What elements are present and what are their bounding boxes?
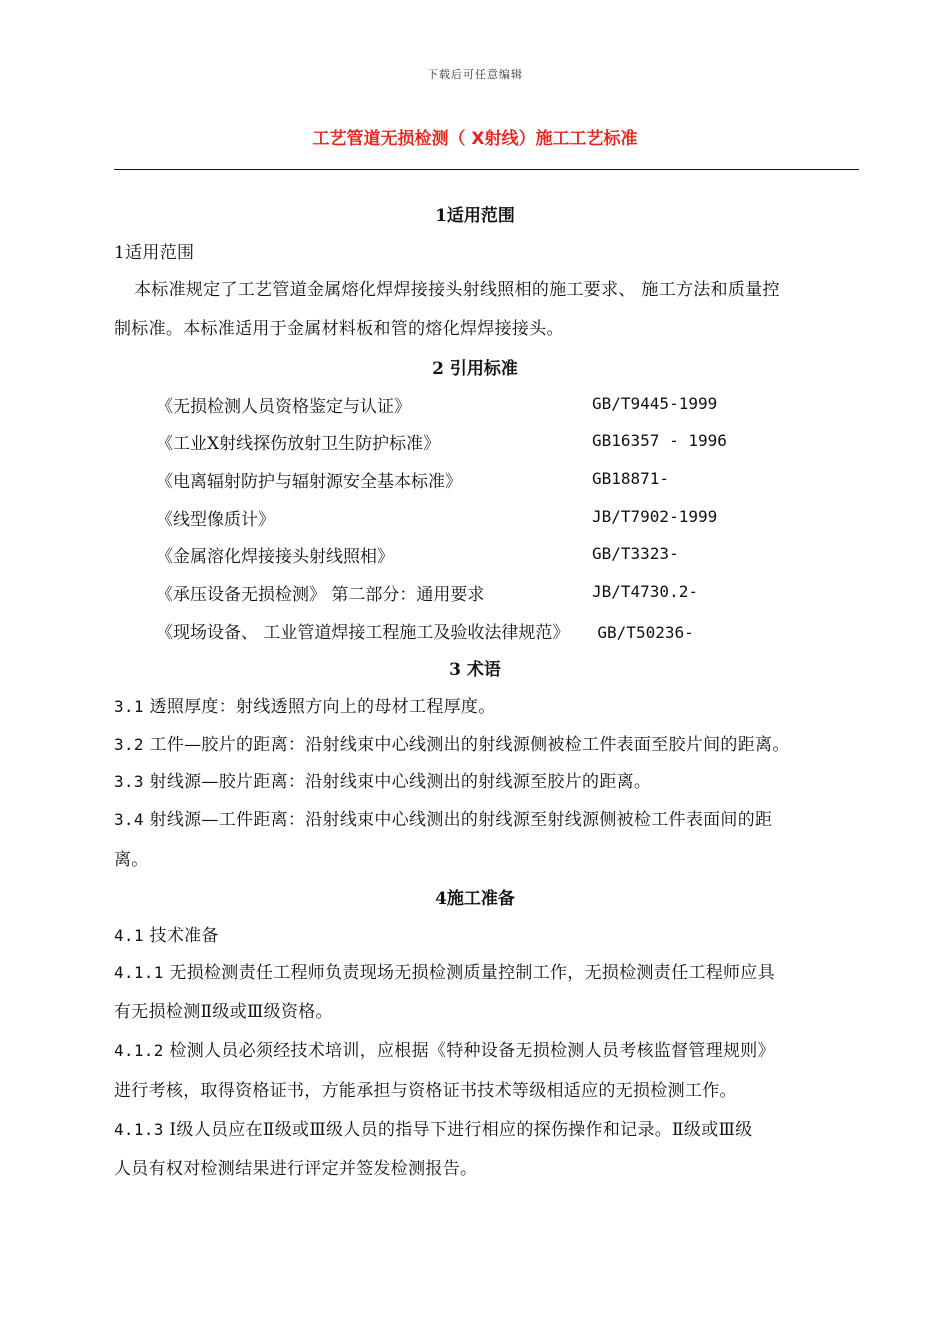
reference-code: GB/T50236-	[597, 623, 694, 642]
term-text: 工件—胶片的距离：沿射线束中心线测出的射线源侧被检工件表面至胶片间的距离。	[149, 735, 790, 755]
item-4-1-2-line-1	[114, 1036, 775, 1061]
term-3-1	[114, 692, 496, 717]
reference-title: 《无损检测人员资格鉴定与认证》	[156, 397, 411, 417]
term-number: 3.4	[114, 810, 144, 829]
section-1-heading: 1适用范围	[435, 206, 515, 226]
reference-code: JB/T7902-1999	[592, 507, 718, 526]
subsection-4-1	[114, 921, 219, 946]
section-3-heading: 3 术语	[449, 660, 501, 680]
term-text: 透照厚度：射线透照方向上的母材工程厚度。	[149, 697, 496, 717]
item-number: 4.1.3	[114, 1120, 164, 1139]
reference-last-item	[156, 618, 694, 643]
item-number: 4.1	[114, 926, 144, 945]
reference-title: 《工业X射线探伤放射卫生防护标准》	[156, 434, 441, 454]
term-number: 3.3	[114, 772, 144, 791]
item-4-1-3-line-1	[114, 1115, 753, 1140]
reference-title: 《线型像质计》	[156, 510, 275, 530]
reference-code: JB/T4730.2-	[592, 582, 698, 601]
item-4-1-3-line-2: 人员有权对检测结果进行评定并签发检测报告。	[114, 1159, 478, 1179]
page-header-note: 下载后可任意编辑	[427, 68, 523, 81]
term-3-3	[114, 767, 651, 792]
term-3-2	[114, 730, 790, 755]
item-text: 检测人员必须经技术培训，应根据《特种设备无损检测人员考核监督管理规则》	[169, 1041, 775, 1061]
reference-title: 《承压设备无损检测》 第二部分：通用要求	[156, 585, 485, 605]
term-number: 3.2	[114, 735, 144, 754]
term-3-4-continuation: 离。	[114, 850, 149, 870]
reference-title: 《现场设备、 工业管道焊接工程施工及验收法律规范》	[156, 623, 570, 643]
item-4-1-1-line-1	[114, 958, 775, 983]
item-text: 无损检测责任工程师负责现场无损检测质量控制工作，无损检测责任工程师应具	[169, 963, 775, 983]
item-4-1-2-line-2: 进行考核，取得资格证书，方能承担与资格证书技术等级相适应的无损检测工作。	[114, 1081, 737, 1101]
section-1-paragraph-line-1: 本标准规定了工艺管道金属熔化焊焊接接头射线照相的施工要求、 施工方法和质量控	[134, 280, 780, 300]
reference-title: 《电离辐射防护与辐射源安全基本标准》	[156, 472, 462, 492]
section-2-heading: 2 引用标准	[432, 359, 518, 379]
item-text: Ⅰ级人员应在Ⅱ级或Ⅲ级人员的指导下进行相应的探伤操作和记录。Ⅱ级或Ⅲ级	[169, 1120, 753, 1140]
section-4-heading: 4施工准备	[435, 889, 515, 909]
term-text: 射线源—工件距离：沿射线束中心线测出的射线源至射线源侧被检工件表面间的距	[149, 810, 773, 830]
section-1-subheading: 1适用范围	[114, 243, 195, 263]
reference-code: GB18871-	[592, 469, 670, 488]
item-4-1-1-line-2: 有无损检测Ⅱ级或Ⅲ级资格。	[114, 1002, 333, 1022]
term-number: 3.1	[114, 697, 144, 716]
reference-code: GB/T3323-	[592, 544, 679, 563]
section-1-paragraph-line-2: 制标准。本标准适用于金属材料板和管的熔化焊焊接接头。	[114, 319, 564, 339]
reference-title: 《金属溶化焊接接头射线照相》	[156, 547, 394, 567]
reference-code: GB/T9445-1999	[592, 394, 718, 413]
item-text: 技术准备	[149, 926, 219, 946]
item-number: 4.1.2	[114, 1041, 164, 1060]
term-3-4	[114, 805, 772, 830]
term-text: 射线源—胶片距离：沿射线束中心线测出的射线源至胶片的距离。	[149, 772, 652, 792]
item-number: 4.1.1	[114, 963, 164, 982]
document-title: 工艺管道无损检测（ X射线）施工工艺标准	[312, 129, 638, 149]
reference-code: GB16357 - 1996	[592, 431, 727, 450]
title-divider	[114, 169, 859, 170]
